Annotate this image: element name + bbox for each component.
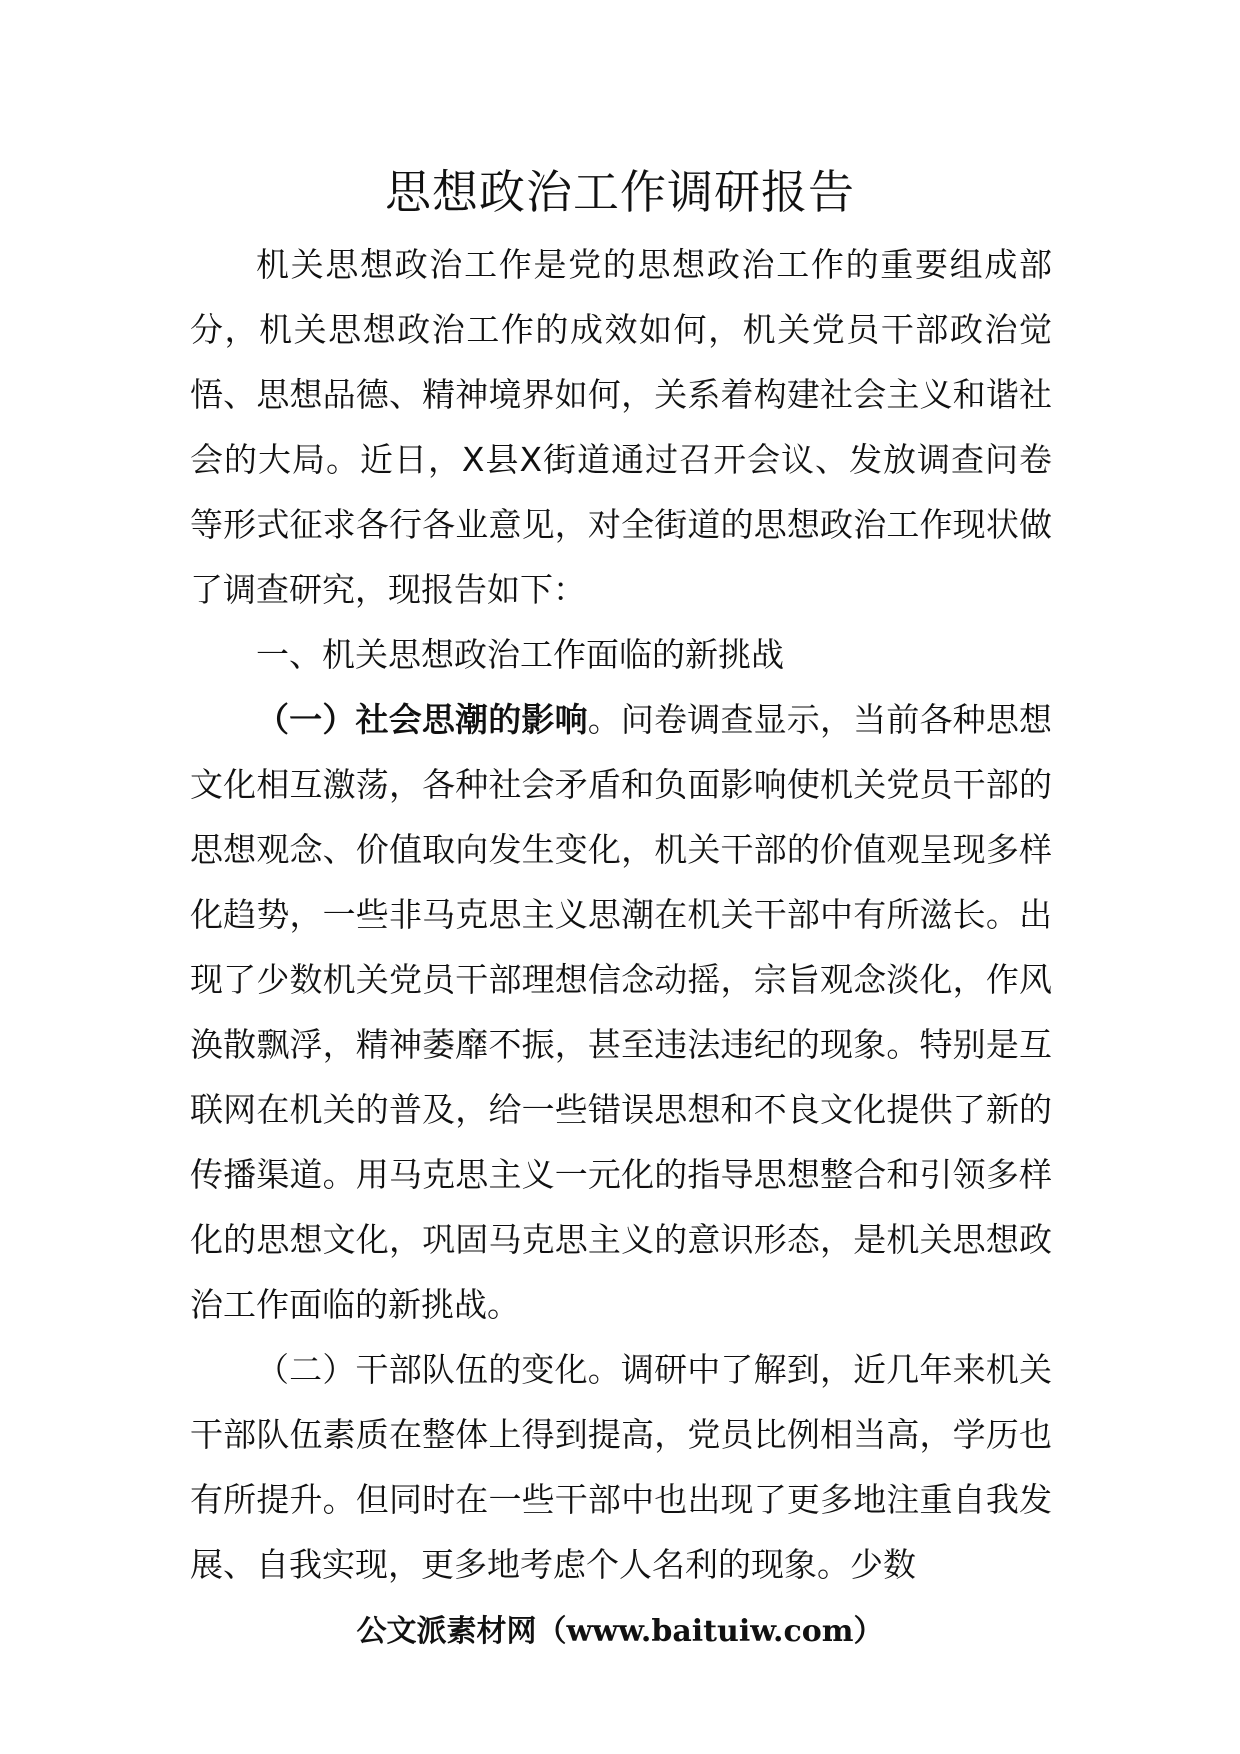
section-heading-text: 一、机关思想政治工作面临的新挑战 [256,635,784,674]
intro-paragraph [190,232,1052,622]
subsection-one-text: 。问卷调查显示，当前各种思想文化相互激荡，各种社会矛盾和负面影响使机关党员干部的思想观念、价值取向发生变化，机关干部的价值观呈现多样化趋势，一些非马克思主义思潮在机关干部中有所滋长。出现了少数机关党员干部理想信念动摇，宗旨观念淡化，作风涣散飘浮，精神萎靡不振，甚至违法违纪的现象。特别是互联网在机关的普及，给一些错误思想和不良文化提供了新的传播渠道。用马克思主义一元化的指导思想整合和引领多样化的思想文化，巩固马克思主义的意识形态，是机关思想政治工作面临的新挑战。 [190,700,1053,1324]
subsection-two-text: （二）干部队伍的变化。调研中了解到，近几年来机关干部队伍素质在整体上得到提高，党员比例相当高，学历也有所提升。但同时在一些干部中也出现了更多地注重自我发展、自我实现，更多地考虑个人名利的现象。少数 [190,1350,1052,1584]
subsection-two-paragraph [190,1337,1052,1597]
section-heading [190,622,1052,687]
source-footer: 公文派素材网（www.baituiw.com） [356,1614,884,1649]
document-title: 思想政治工作调研报告 [385,165,855,219]
intro-paragraph-text: 机关思想政治工作是党的思想政治工作的重要组成部分，机关思想政治工作的成效如何，机关党员干部政治觉悟、思想品德、精神境界如何，关系着构建社会主义和谐社会的大局。近日，X县X街道通过召开会议、发放调查问卷等形式征求各行各业意见，对全街道的思想政治工作现状做了调查研究，现报告如下： [190,245,1052,609]
document-body [190,232,1052,1597]
subsection-one-paragraph [190,687,1052,1337]
subsection-one-heading: （一）社会思潮的影响 [256,700,588,739]
